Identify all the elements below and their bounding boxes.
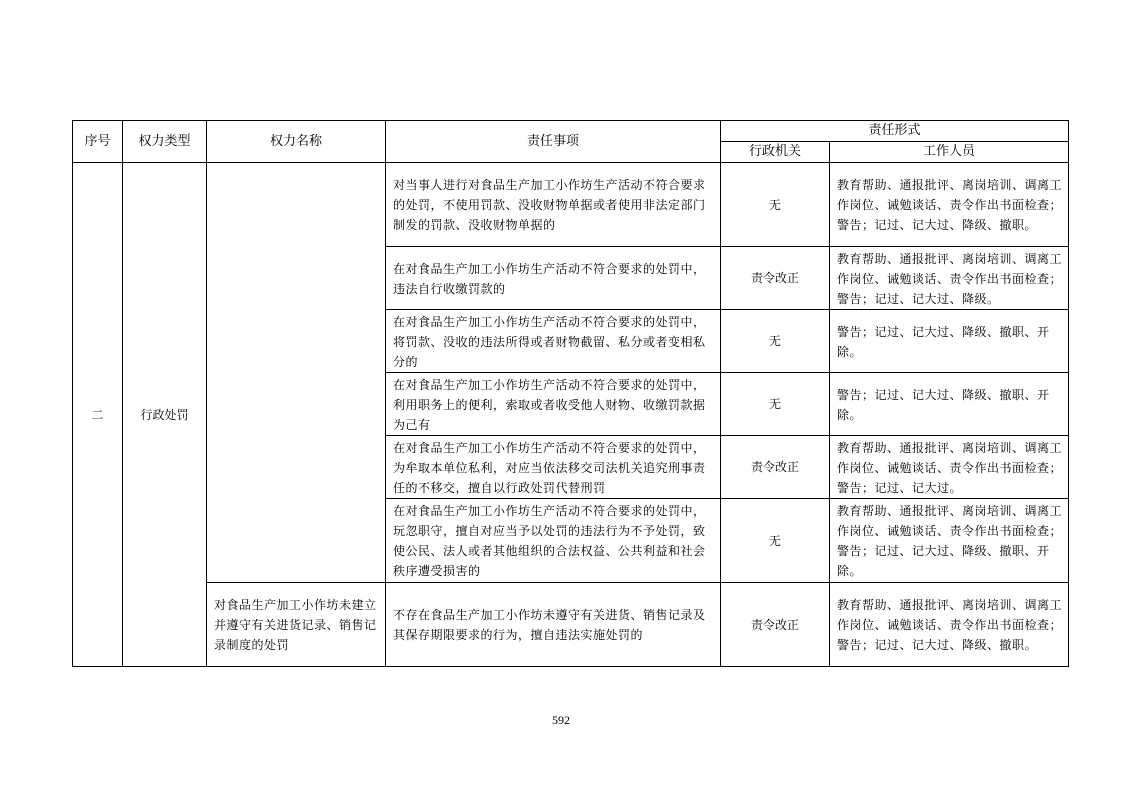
cell-power-type: 行政处罚 [123,163,207,667]
header-admin-org: 行政机关 [721,142,830,163]
cell-matter: 在对食品生产加工小作坊生产活动不符合要求的处罚中，将罚款、没收的违法所得或者财物截留、私分或者变相私分的 [386,310,721,373]
cell-admin: 责令改正 [721,247,830,310]
cell-power-name-empty [207,163,386,583]
header-responsibility-form: 责任形式 [721,121,1069,142]
cell-power-name: 对食品生产加工小作坊未建立并遵守有关进货记录、销售记录制度的处罚 [207,583,386,667]
header-seq: 序号 [73,121,123,163]
cell-admin: 无 [721,163,830,247]
table-row [73,163,1069,247]
cell-matter: 在对食品生产加工小作坊生产活动不符合要求的处罚中，玩忽职守，擅自对应当予以处罚的违法行为不予处罚，致使公民、法人或者其他组织的合法权益、公共利益和社会秩序遭受损害的 [386,499,721,583]
table-row [73,583,1069,667]
cell-staff: 教育帮助、通报批评、离岗培训、调离工作岗位、诫勉谈话、责令作出书面检查；警告；记过、记大过、降级、撤职、开除。 [830,499,1069,583]
cell-staff: 警告；记过、记大过、降级、撤职、开除。 [830,373,1069,436]
cell-matter: 在对食品生产加工小作坊生产活动不符合要求的处罚中，违法自行收缴罚款的 [386,247,721,310]
cell-seq: 二 [73,163,123,667]
cell-staff: 教育帮助、通报批评、离岗培训、调离工作岗位、诫勉谈话、责令作出书面检查；警告；记过、记大过、降级、撤职。 [830,583,1069,667]
header-staff: 工作人员 [830,142,1069,163]
cell-admin: 无 [721,373,830,436]
page-number: 592 [552,713,570,727]
header-power-type: 权力类型 [123,121,207,163]
cell-matter: 对当事人进行对食品生产加工小作坊生产活动不符合要求的处罚，不使用罚款、没收财物单据或者使用非法定部门制发的罚款、没收财物单据的 [386,163,721,247]
cell-staff: 教育帮助、通报批评、离岗培训、调离工作岗位、诫勉谈话、责令作出书面检查；警告；记过、记大过、降级、撤职。 [830,163,1069,247]
responsibility-table [72,120,1069,667]
cell-staff: 教育帮助、通报批评、离岗培训、调离工作岗位、诫勉谈话、责令作出书面检查；警告；记过、记大过、降级。 [830,247,1069,310]
cell-admin: 责令改正 [721,436,830,499]
cell-matter: 不存在食品生产加工小作坊未遵守有关进货、销售记录及其保存期限要求的行为，擅自违法实施处罚的 [386,583,721,667]
cell-admin: 无 [721,310,830,373]
header-power-name: 权力名称 [207,121,386,163]
cell-admin: 责令改正 [721,583,830,667]
cell-matter: 在对食品生产加工小作坊生产活动不符合要求的处罚中，利用职务上的便利，索取或者收受他人财物、收缴罚款据为己有 [386,373,721,436]
header-responsibility: 责任事项 [386,121,721,163]
cell-staff: 警告；记过、记大过、降级、撤职、开除。 [830,310,1069,373]
responsibility-table-container [72,120,1068,667]
cell-matter: 在对食品生产加工小作坊生产活动不符合要求的处罚中，为牟取本单位私利，对应当依法移交司法机关追究刑事责任的不移交，擅自以行政处罚代替刑罚 [386,436,721,499]
cell-staff: 教育帮助、通报批评、离岗培训、调离工作岗位、诫勉谈话、责令作出书面检查；警告；记过、记大过。 [830,436,1069,499]
cell-admin: 无 [721,499,830,583]
